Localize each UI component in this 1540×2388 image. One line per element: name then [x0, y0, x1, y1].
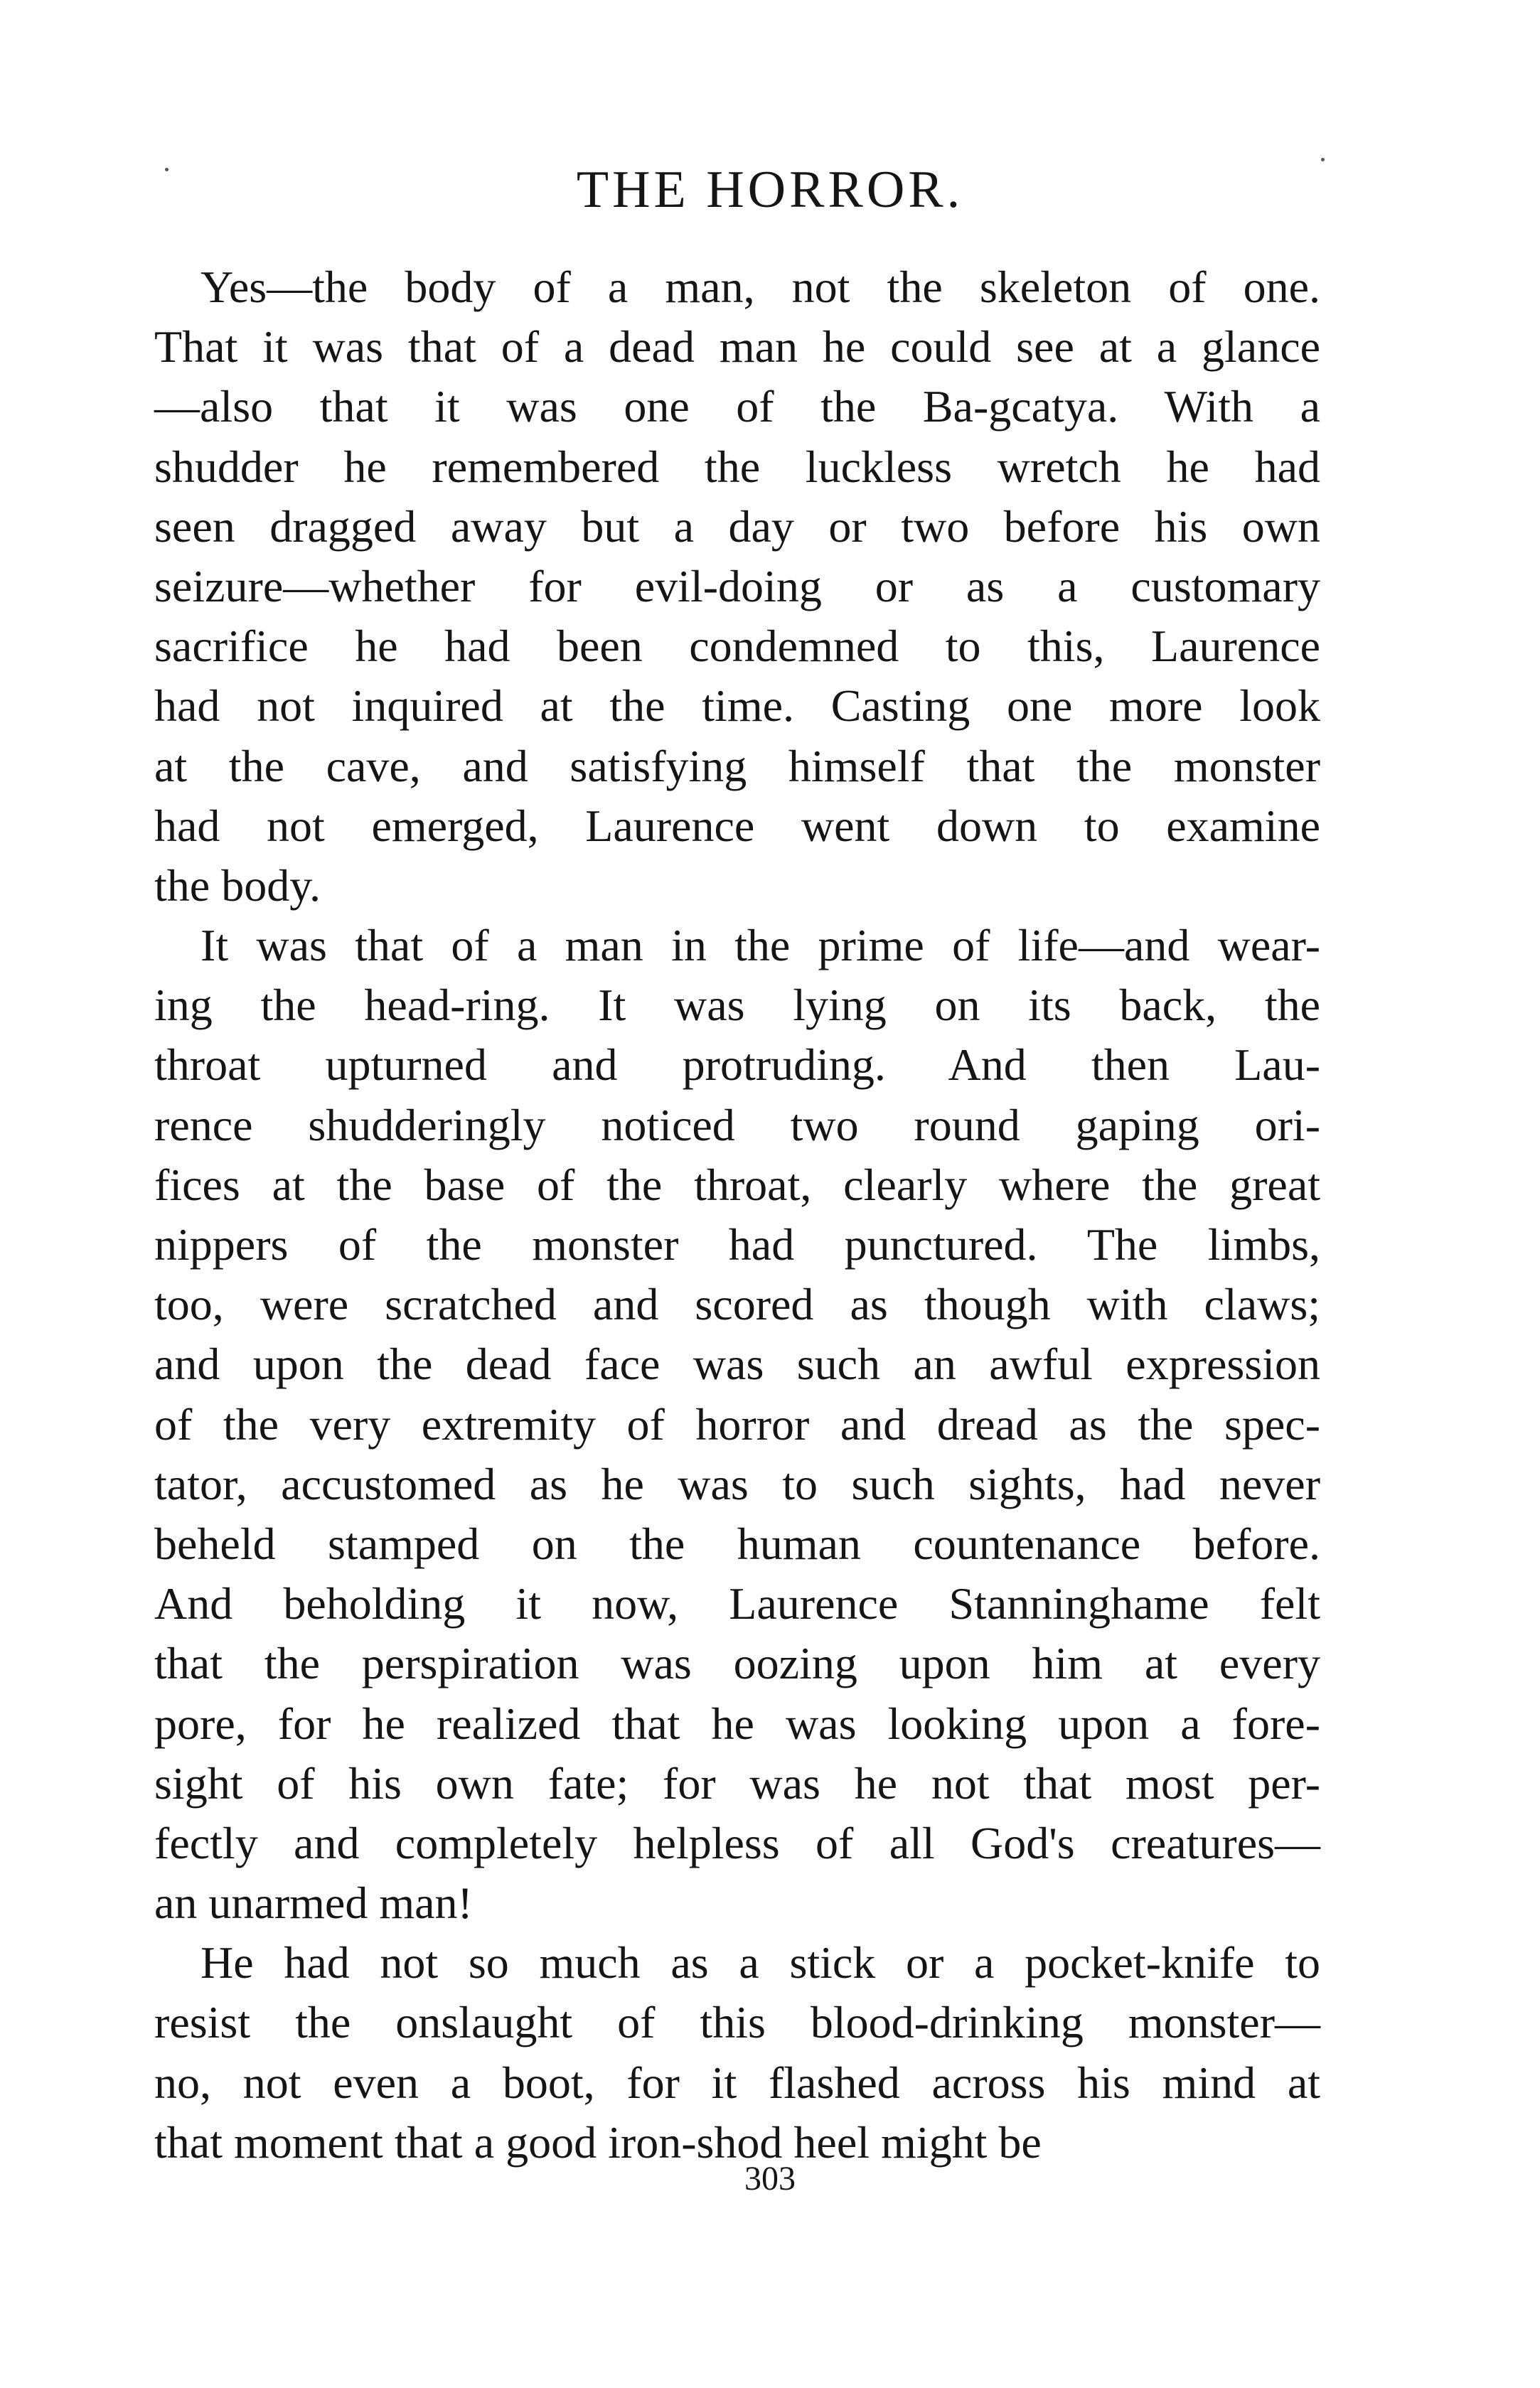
paragraph-line: tator, accustomed as he was to such sights, had never: [154, 1458, 1320, 1509]
paragraph-line: fectly and completely helpless of all God's creatures—: [154, 1817, 1320, 1868]
paragraph-line: at the cave, and satisfying himself that the monster: [154, 740, 1320, 791]
paragraph-line: —also that it was one of the Ba-gcatya. With a: [154, 381, 1320, 432]
paragraph-line: That it was that of a dead man he could see at a glance: [154, 321, 1320, 373]
paragraph-line: too, were scratched and scored as though with claws;: [154, 1279, 1320, 1330]
paragraph-line: had not inquired at the time. Casting one more look: [154, 680, 1320, 732]
paragraph-line: an unarmed man!: [154, 1878, 473, 1929]
paragraph-line: the body.: [154, 860, 321, 911]
paragraph-line: throat upturned and protruding. And then Lau-: [154, 1039, 1320, 1091]
paragraph-line: sight of his own fate; for was he not that most per-: [154, 1757, 1320, 1809]
paragraph-line: ing the head-ring. It was lying on its back, the: [154, 980, 1320, 1031]
paragraph-line: fices at the base of the throat, clearly where the great: [154, 1159, 1320, 1210]
paragraph-line: of the very extremity of horror and dread as the spec-: [154, 1398, 1320, 1450]
paragraph-line: And beholding it now, Laurence Stanninghame felt: [154, 1578, 1320, 1629]
paragraph-line: beheld stamped on the human countenance before.: [154, 1518, 1320, 1569]
page-number: 303: [744, 2160, 796, 2197]
paragraph-line: and upon the dead face was such an awful expression: [154, 1339, 1320, 1390]
paragraph-line: that moment that a good iron-shod heel might be: [154, 2116, 1042, 2168]
paragraph-first-line: He had not so much as a stick or a pocket-knife to: [200, 1937, 1320, 1988]
paragraph-line: seen dragged away but a day or two before his own: [154, 500, 1320, 552]
paragraph-first-line: It was that of a man in the prime of life—and wear-: [200, 920, 1320, 971]
paragraph-line: resist the onslaught of this blood-drinking monster—: [154, 1997, 1320, 2048]
paragraph-line: rence shudderingly noticed two round gaping ori-: [154, 1099, 1320, 1150]
body-text: [154, 257, 1320, 2173]
paragraph-line: no, not even a boot, for it flashed across his mind at: [154, 2057, 1320, 2108]
paragraph-line: pore, for he realized that he was looking upon a fore-: [154, 1698, 1320, 1749]
paragraph-line: shudder he remembered the luckless wretch he had: [154, 441, 1320, 492]
running-head: THE HORROR.: [576, 161, 964, 219]
paragraph-line: that the perspiration was oozing upon him at every: [154, 1638, 1320, 1689]
paragraph-line: sacrifice he had been condemned to this, Laurence: [154, 621, 1320, 672]
paragraph-line: seizure—whether for evil-doing or as a customary: [154, 560, 1320, 611]
paragraph-line: had not emerged, Laurence went down to examine: [154, 800, 1320, 851]
paragraph-line: nippers of the monster had punctured. The limbs,: [154, 1219, 1320, 1270]
paragraph-first-line: Yes—the body of a man, not the skeleton of one.: [200, 262, 1320, 312]
